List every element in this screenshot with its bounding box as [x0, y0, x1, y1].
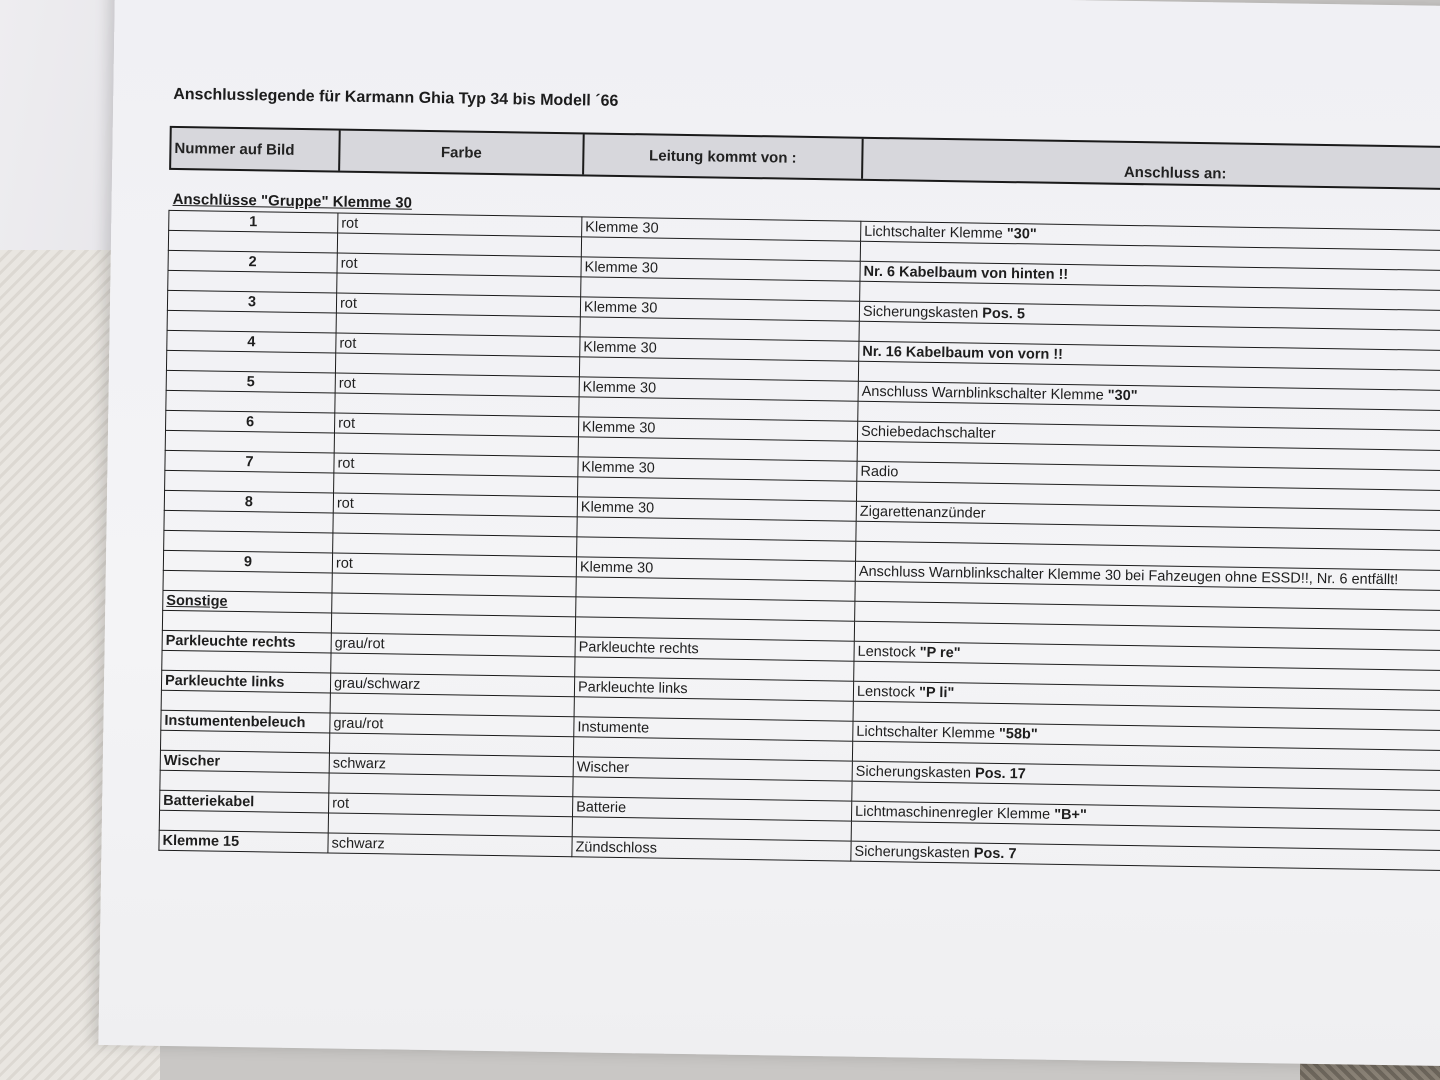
cell-farbe: rot: [338, 213, 582, 237]
anschluss-text-bold: Pos. 5: [982, 305, 1026, 323]
anschluss-text-bold: "P li": [918, 684, 955, 702]
header-nummer: Nummer auf Bild: [171, 128, 341, 171]
cell-empty: [168, 230, 337, 253]
cell-nummer: Wischer: [160, 750, 329, 773]
cell-nummer: 9: [163, 550, 332, 573]
cell-nummer: 8: [164, 490, 333, 513]
cell-leitung-von: Klemme 30: [580, 337, 859, 361]
cell-leitung-von: Klemme 30: [578, 457, 857, 481]
cell-farbe: grau/rot: [331, 633, 575, 657]
cell-leitung-von: Klemme 30: [579, 377, 858, 401]
anschluss-text-bold: Nr. 16 Kabelbaum von vorn !!: [862, 343, 1064, 363]
cell-empty: [160, 770, 329, 793]
cell-nummer: 1: [169, 210, 338, 233]
anschluss-text: Zigarettenanzünder: [859, 503, 986, 522]
cell-nummer: 6: [166, 410, 335, 433]
anschluss-text-bold: "30": [1107, 387, 1138, 405]
anschluss-text: Lichtschalter Klemme: [864, 223, 1007, 243]
cell-empty: [166, 390, 335, 413]
cell-empty: [167, 310, 336, 333]
anschluss-text: Sicherungskasten: [855, 763, 976, 782]
cell-leitung-von: Zündschloss: [572, 837, 851, 861]
anschluss-text: Anschluss Warnblinkschalter Klemme: [861, 383, 1108, 404]
header-leitung-von: Leitung kommt von :: [584, 134, 864, 178]
cell-nummer: 3: [167, 290, 336, 313]
anschluss-text: Lichtmaschinenregler Klemme: [854, 803, 1055, 823]
cell-farbe: rot: [336, 333, 580, 357]
cell-farbe: grau/rot: [330, 713, 574, 737]
anschluss-text-bold: "P re": [919, 644, 961, 662]
cell-farbe: rot: [337, 253, 581, 277]
header-farbe: Farbe: [340, 131, 585, 175]
cell-empty: [159, 810, 328, 833]
anschluss-text: Lichtschalter Klemme: [856, 723, 1000, 742]
cell-farbe: schwarz: [329, 753, 573, 777]
anschluss-text: Radio: [860, 463, 899, 481]
cell-empty: [165, 470, 334, 493]
cell-farbe: rot: [334, 413, 578, 437]
anschluss-text-bold: Nr. 6 Kabelbaum von hinten !!: [863, 263, 1069, 284]
cell-farbe: rot: [334, 453, 578, 477]
anschluss-text-bold: Pos. 17: [974, 765, 1026, 783]
cell-leitung-von: Klemme 30: [578, 417, 857, 441]
cell-farbe: rot: [332, 553, 576, 577]
cell-empty: [160, 730, 329, 753]
cell-leitung-von: Wischer: [573, 757, 852, 781]
cell-empty: [162, 650, 331, 673]
cell-nummer: Parkleuchte rechts: [162, 630, 331, 653]
cell-empty: [163, 570, 332, 593]
section-label-sonstige: Sonstige: [163, 590, 332, 613]
anschluss-text-bold: Pos. 7: [973, 845, 1017, 863]
table-header: [169, 126, 1440, 191]
cell-empty: [168, 270, 337, 293]
cell-nummer: 7: [165, 450, 334, 473]
cell-leitung-von: Parkleuchte links: [574, 677, 853, 701]
header-anschluss-an: Anschluss an:: [1123, 163, 1227, 183]
anschluss-text: Schiebedachschalter: [860, 423, 996, 442]
cell-leitung-von: Instumente: [574, 717, 853, 741]
cell-nummer: 2: [168, 250, 337, 273]
cell-nummer: 4: [167, 330, 336, 353]
cell-nummer: 5: [166, 370, 335, 393]
cell-leitung-von: Batterie: [572, 797, 851, 821]
anschluss-text-bold: "58b": [998, 725, 1038, 743]
cell-leitung-von: Klemme 30: [576, 557, 855, 581]
cell-empty: [162, 610, 331, 633]
cell-farbe: rot: [336, 293, 580, 317]
cell-nummer: Instumentenbeleuch: [161, 710, 330, 733]
cell-leitung-von: Klemme 30: [580, 297, 859, 321]
cell-nummer: Klemme 15: [159, 830, 328, 853]
section-label-klemme-30: Anschlüsse "Gruppe" Klemme 30: [172, 190, 413, 212]
cell-empty: [164, 530, 333, 553]
cell-leitung-von: Klemme 30: [577, 497, 856, 521]
cell-nummer: Parkleuchte links: [161, 670, 330, 693]
anschluss-text: Anschluss Warnblinkschalter Klemme 30 bei Fahzeugen ohne ESSD!!, Nr. 6 entfällt!: [858, 563, 1399, 589]
anschluss-text-bold: "30": [1006, 226, 1037, 243]
anschluss-text: Sicherungskasten: [862, 303, 983, 322]
cell-empty: [165, 430, 334, 453]
anschluss-text: Sicherungskasten: [854, 843, 974, 862]
cell-leitung-von: Klemme 30: [582, 217, 861, 241]
cell-empty: [161, 690, 330, 713]
connection-table: [158, 210, 1440, 872]
anschluss-text-bold: "B+": [1054, 806, 1087, 824]
cell-empty: [166, 350, 335, 373]
cell-farbe: rot: [333, 493, 577, 517]
cell-leitung-von: Parkleuchte rechts: [575, 637, 854, 661]
cell-leitung-von: Klemme 30: [581, 257, 860, 281]
paper-sheet: [98, 0, 1440, 1067]
cell-nummer: Batteriekabel: [160, 790, 329, 813]
document-title: Anschlusslegende für Karmann Ghia Typ 34 bis Modell ´66: [173, 85, 619, 110]
cell-empty: [164, 510, 333, 533]
anschluss-text: Lenstock: [857, 643, 920, 661]
cell-farbe: schwarz: [328, 833, 572, 857]
anschluss-text: Lenstock: [856, 683, 920, 701]
cell-farbe: rot: [335, 373, 579, 397]
cell-farbe: grau/schwarz: [330, 673, 574, 697]
cell-farbe: rot: [329, 793, 573, 817]
